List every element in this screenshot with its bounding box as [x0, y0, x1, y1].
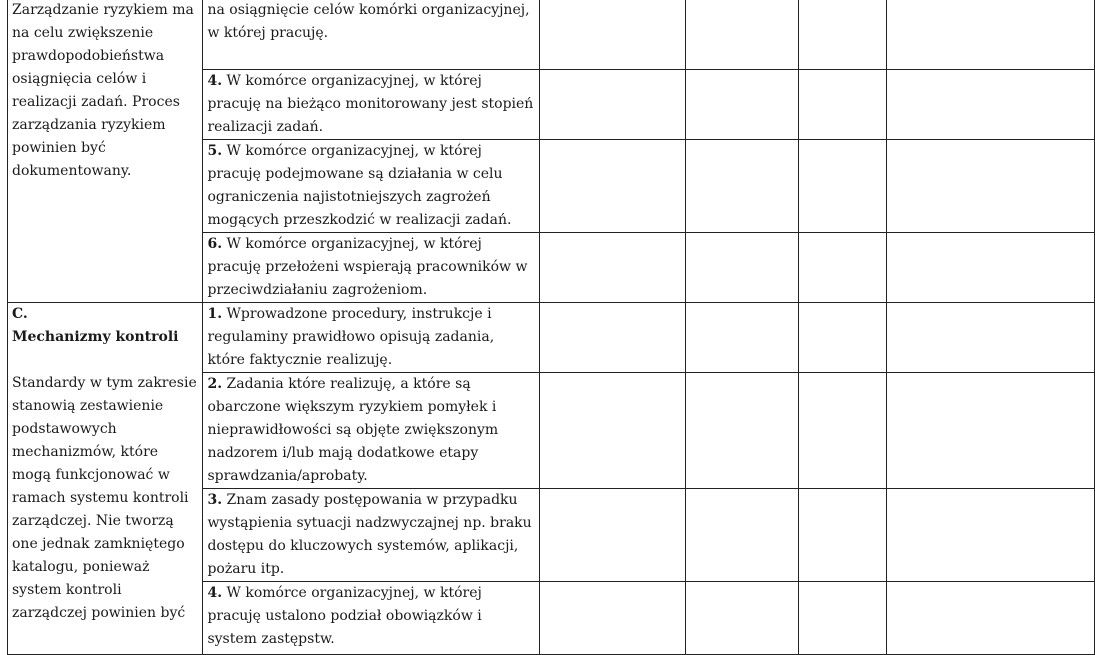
standard-description-cell	[8, 303, 203, 655]
question-number: 3.	[207, 492, 223, 508]
answer-cell[interactable]	[887, 373, 1095, 489]
answer-cell[interactable]	[887, 582, 1095, 655]
question-cell	[203, 303, 540, 373]
question-text: W komórce organizacyjnej, w której pracuję na bieżąco monitorowany jest stopień realizacji zadań.	[207, 73, 534, 135]
answer-cell[interactable]	[798, 489, 887, 582]
answer-cell[interactable]	[540, 233, 686, 303]
answer-cell[interactable]	[540, 303, 686, 373]
question-text: W komórce organizacyjnej, w której pracuję podejmowane są działania w celu ograniczenia najistotniejszych zagrożeń mogących przeszkodzić w realizacji zadań.	[207, 143, 512, 228]
answer-cell[interactable]	[686, 489, 798, 582]
section-title: Mechanizmy kontroli	[12, 329, 179, 345]
question-number: 4.	[207, 73, 223, 89]
answer-cell[interactable]	[798, 140, 887, 233]
question-number: 5.	[207, 143, 223, 159]
answer-cell[interactable]	[686, 140, 798, 233]
section-letter: C.	[12, 306, 28, 322]
question-cell	[203, 140, 540, 233]
answer-cell[interactable]	[686, 70, 798, 140]
standard-description: Standardy w tym zakresie stanowią zestawienie podstawowych mechanizmów, które mogą funkcjonować w ramach systemu kontroli zarządczej. Nie tworzą one jednak zamkniętego katalogu, ponieważ system kontroli zarządczej powinien być	[12, 375, 197, 621]
answer-cell[interactable]	[887, 303, 1095, 373]
question-text: Zadania które realizuję, a które są obarczone większym ryzykiem pomyłek i nieprawidłowości są objęte zwiększonym nadzorem i/lub mają dodatkowe etapy sprawdzania/aprobaty.	[207, 376, 499, 484]
question-number: 4.	[207, 585, 223, 601]
answer-cell[interactable]	[686, 303, 798, 373]
answer-cell[interactable]	[798, 70, 887, 140]
question-number: 6.	[207, 236, 223, 252]
question-cell	[203, 70, 540, 140]
question-text: Znam zasady postępowania w przypadku wystąpienia sytuacji nadzwyczajnej np. braku dostępu do kluczowych systemów, aplikacji, pożaru itp.	[207, 492, 532, 577]
answer-cell[interactable]	[540, 373, 686, 489]
answer-cell[interactable]	[798, 373, 887, 489]
question-text: W komórce organizacyjnej, w której pracuję ustalono podział obowiązków i system zastępstw.	[207, 585, 482, 647]
answer-cell[interactable]	[798, 0, 887, 70]
answer-cell[interactable]	[798, 582, 887, 655]
answer-cell[interactable]	[887, 489, 1095, 582]
question-number: 2.	[207, 376, 223, 392]
answer-cell[interactable]	[540, 582, 686, 655]
question-cell	[203, 489, 540, 582]
answer-cell[interactable]	[887, 0, 1095, 70]
question-number: 1.	[207, 306, 223, 322]
question-cell	[203, 233, 540, 303]
answer-cell[interactable]	[686, 582, 798, 655]
answer-cell[interactable]	[887, 70, 1095, 140]
answer-cell[interactable]	[540, 0, 686, 70]
standard-description-cell	[8, 0, 203, 303]
answer-cell[interactable]	[686, 373, 798, 489]
table-row	[8, 303, 1095, 373]
answer-cell[interactable]	[540, 140, 686, 233]
question-cell	[203, 582, 540, 655]
question-cell	[203, 373, 540, 489]
answer-cell[interactable]	[887, 140, 1095, 233]
standard-description: Zarządzanie ryzykiem ma na celu zwiększenie prawdopodobieństwa osiągnięcia celów i realizacji zadań. Proces zarządzania ryzykiem powinien być dokumentowany.	[12, 2, 194, 179]
answer-cell[interactable]	[686, 0, 798, 70]
answer-cell[interactable]	[686, 233, 798, 303]
question-text: Wprowadzone procedury, instrukcje i regulaminy prawidłowo opisują zadania, które faktycznie realizuję.	[207, 306, 495, 368]
question-text: W komórce organizacyjnej, w której pracuję przełożeni wspierają pracowników w przeciwdziałaniu zagrożeniom.	[207, 236, 528, 298]
answer-cell[interactable]	[798, 303, 887, 373]
answer-cell[interactable]	[540, 70, 686, 140]
answer-cell[interactable]	[540, 489, 686, 582]
question-cell	[203, 0, 540, 70]
survey-table	[7, 0, 1095, 655]
question-text: na osiągnięcie celów komórki organizacyjnej, w której pracuję.	[207, 2, 530, 41]
answer-cell[interactable]	[798, 233, 887, 303]
table-row	[8, 0, 1095, 70]
spacer	[12, 349, 198, 372]
answer-cell[interactable]	[887, 233, 1095, 303]
